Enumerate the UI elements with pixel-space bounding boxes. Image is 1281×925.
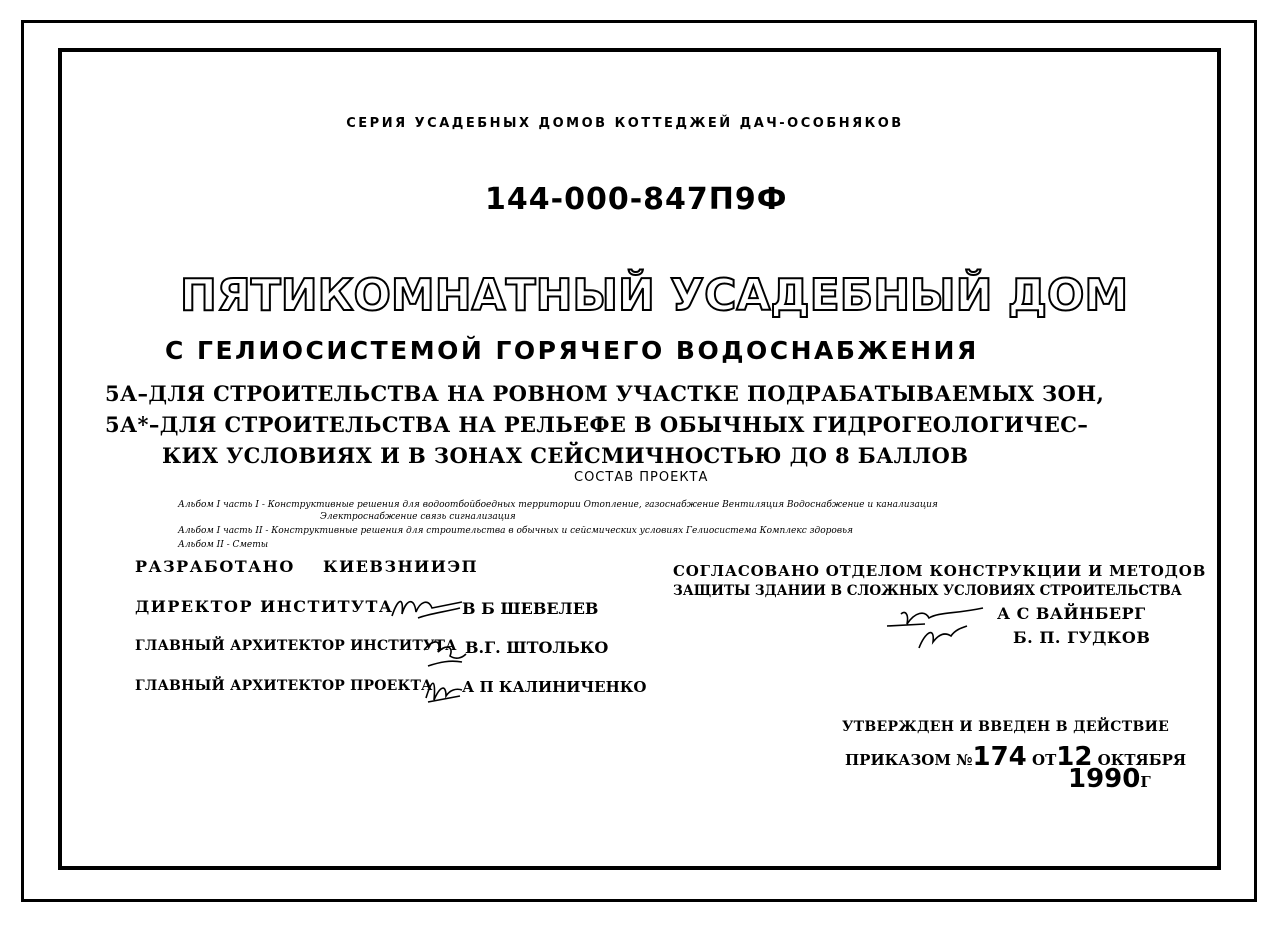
series-title: СЕРИЯ УСАДЕБНЫХ ДОМОВ КОТТЕДЖЕЙ ДАЧ-ОСОБНЯКОВ — [346, 116, 904, 131]
director-signature-icon — [388, 588, 468, 628]
order-line-1: УТВЕРЖДЕН И ВВЕДЕН В ДЕЙСТВИЕ — [842, 719, 1170, 735]
variant-5a: 5А–ДЛЯ СТРОИТЕЛЬСТВА НА РОВНОМ УЧАСТКЕ ПОДРАБАТЫВАЕМЫХ ЗОН, — [105, 381, 1105, 406]
order-label: ПРИКАЗОМ № — [845, 751, 973, 769]
order-month: ОКТЯБРЯ — [1097, 751, 1187, 769]
composition-title: СОСТАВ ПРОЕКТА — [574, 470, 709, 485]
approver-1: А С ВАЙНБЕРГ — [997, 604, 1146, 623]
order-number: 174 — [972, 742, 1027, 772]
chief-architect-institute-name: В.Г. ШТОЛЬКО — [465, 638, 609, 657]
director-label: ДИРЕКТОР ИНСТИТУТА — [135, 597, 394, 616]
developed-label: РАЗРАБОТАНО — [135, 557, 295, 576]
chief-architect-project-label: ГЛАВНЫЙ АРХИТЕКТОР ПРОЕКТА — [135, 678, 433, 694]
album-1-part-1-cont: Электроснабжение связь сигнализация — [320, 512, 516, 522]
chief-architect-institute-signature-icon — [420, 630, 470, 672]
project-code: 144-000-847П9Ф — [485, 182, 788, 217]
chief-architect-project-signature-icon — [422, 672, 464, 706]
year-number: 1990 — [1068, 764, 1141, 794]
chief-architect-project-name: А П КАЛИНИЧЕНКО — [462, 678, 647, 696]
director-name: В Б ШЕВЕЛЕВ — [462, 599, 599, 618]
variant-5a-star-cont: КИХ УСЛОВИЯХ И В ЗОНАХ СЕЙСМИЧНОСТЬЮ ДО 8 БАЛЛОВ — [162, 443, 969, 468]
approver-2: Б. П. ГУДКОВ — [1013, 628, 1151, 647]
year-suffix: Г — [1140, 773, 1151, 791]
approval-line-1: СОГЛАСОВАНО ОТДЕЛОМ КОНСТРУКЦИИ И МЕТОДОВ — [673, 562, 1207, 580]
order-year — [1068, 764, 1151, 794]
variant-5a-star: 5А*–ДЛЯ СТРОИТЕЛЬСТВА НА РЕЛЬЕФЕ В ОБЫЧНЫХ ГИДРОГЕОЛОГИЧЕС– — [105, 412, 1089, 437]
developed-by — [135, 557, 478, 576]
album-1-part-1: Альбом I часть I - Конструктивные решения для водоотбойбоедных территории Отопление, газоснабжение Вентиляция Водоснабжение и канализация — [178, 500, 938, 510]
approval-line-2: ЗАЩИТЫ ЗДАНИИ В СЛОЖНЫХ УСЛОВИЯХ СТРОИТЕЛЬСТВА — [673, 583, 1182, 599]
order-ot: ОТ — [1032, 751, 1057, 769]
main-title: ПЯТИКОМНАТНЫЙ УСАДЕБНЫЙ ДОМ — [180, 270, 1129, 321]
developer-org: КИЕВЗНИИЭП — [323, 557, 479, 576]
chief-architect-institute-label: ГЛАВНЫЙ АРХИТЕКТОР ИНСТИТУТА — [135, 638, 457, 654]
album-1-part-2: Альбом I часть II - Конструктивные решения для строительства в обычных и сейсмических условиях Гелиосистема Комплекс здоровья — [178, 526, 853, 536]
order-day: 12 — [1056, 742, 1093, 772]
album-2: Альбом II - Сметы — [178, 540, 269, 550]
subtitle: С ГЕЛИОСИСТЕМОЙ ГОРЯЧЕГО ВОДОСНАБЖЕНИЯ — [165, 336, 979, 365]
approver-signatures-icon — [885, 602, 995, 652]
